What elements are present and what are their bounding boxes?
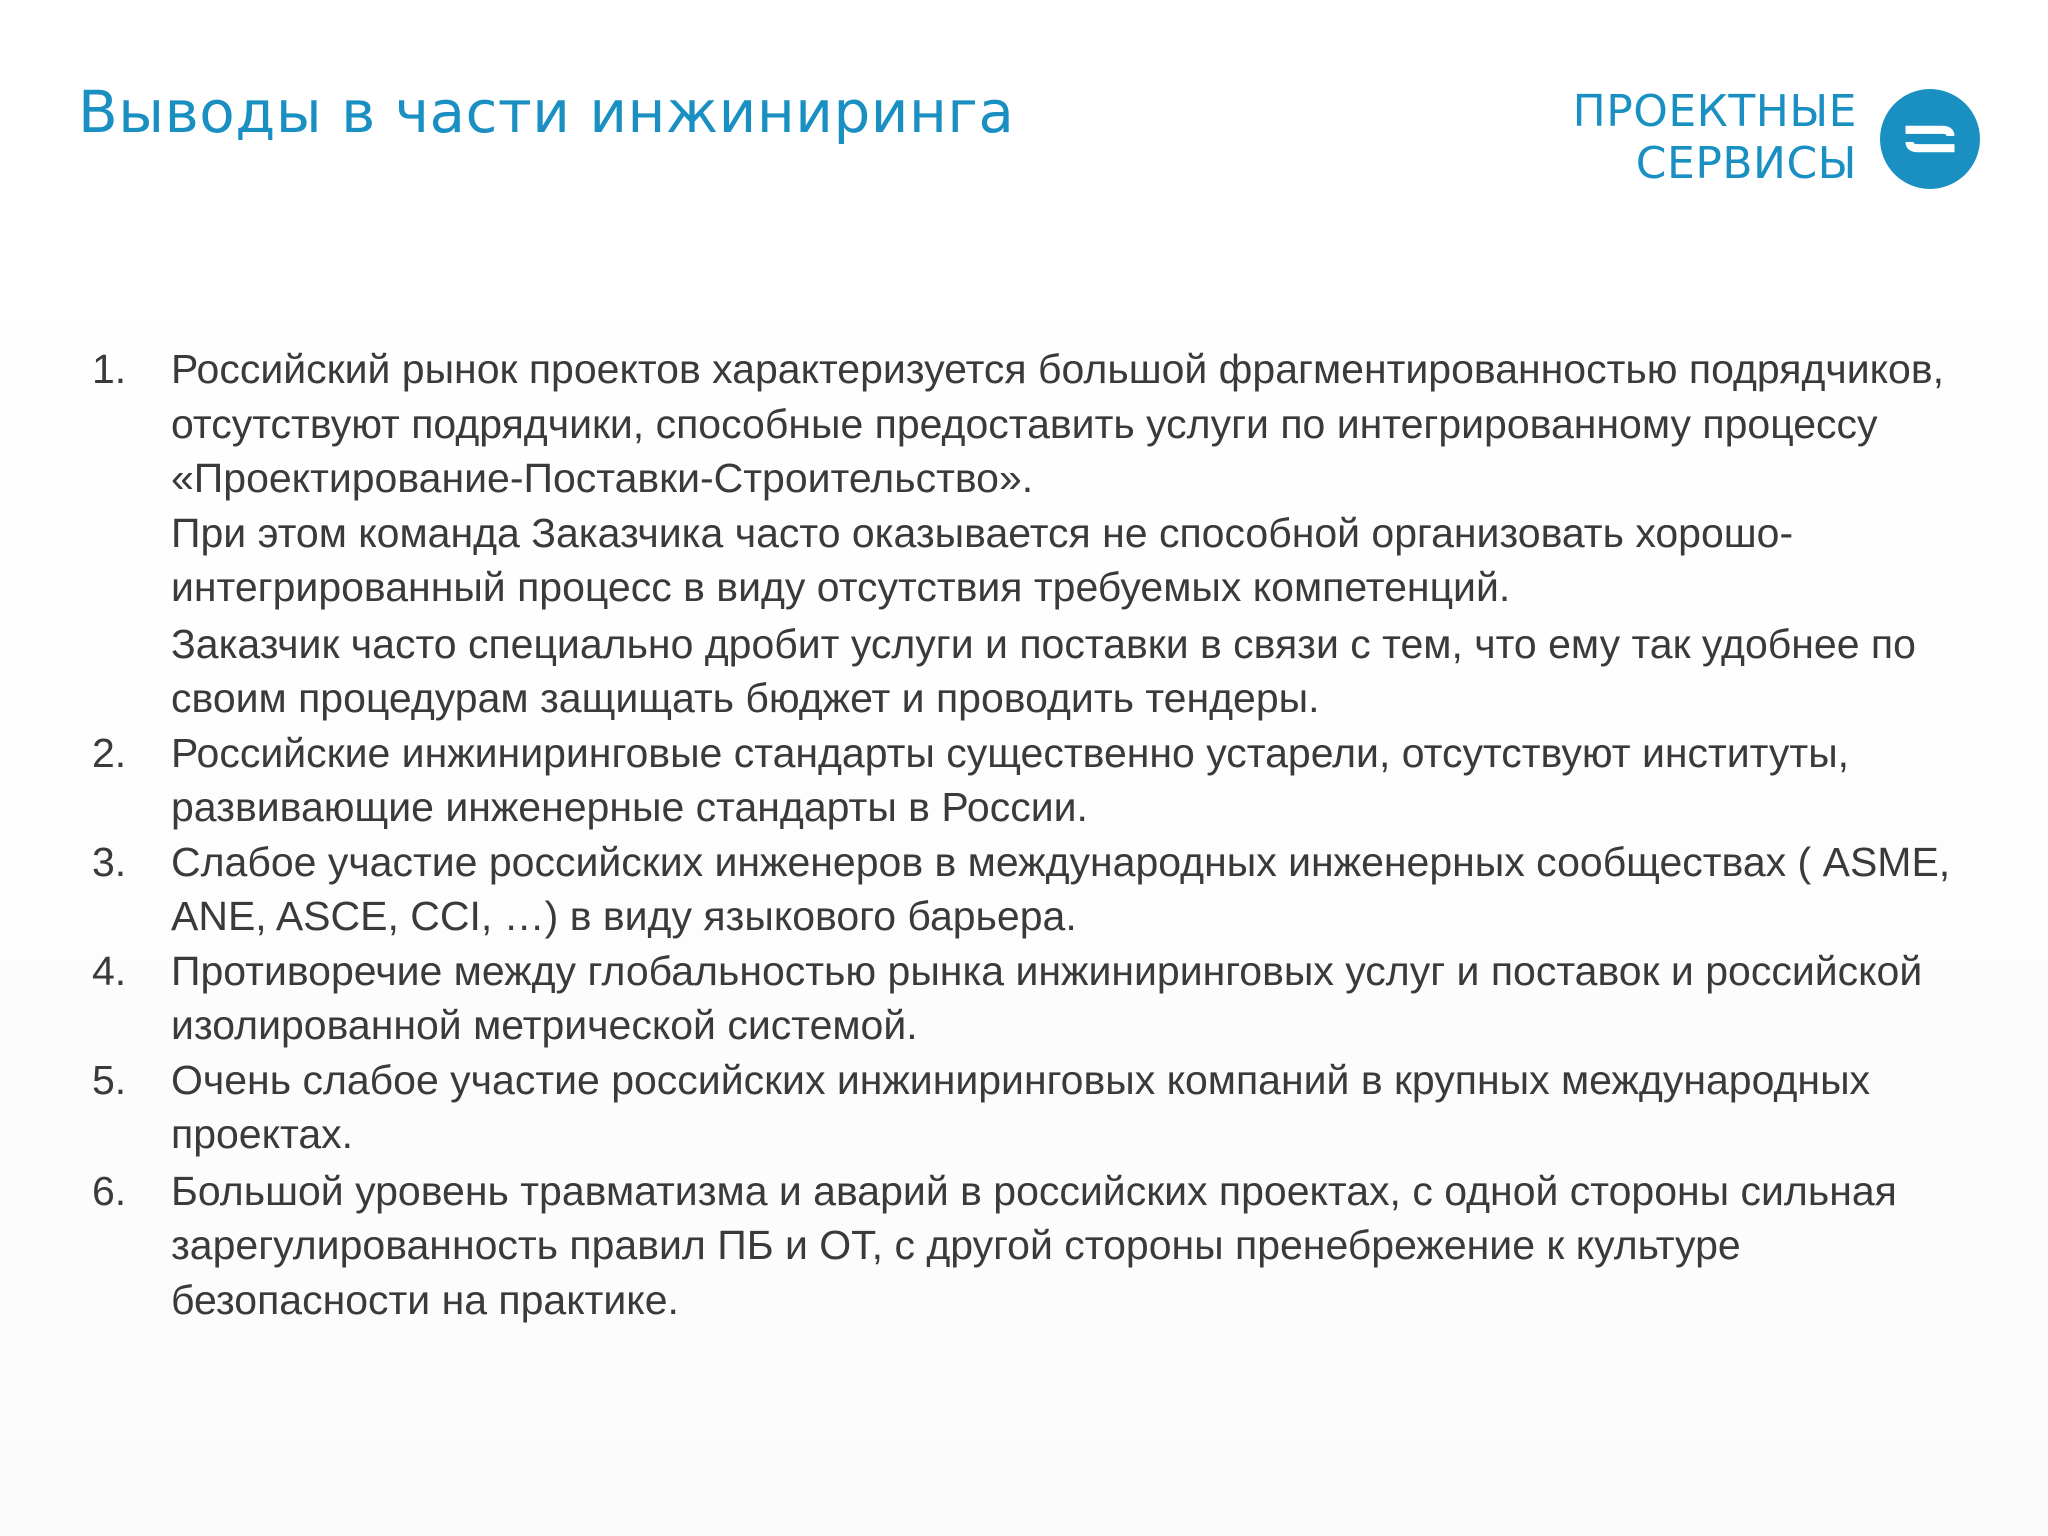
item-paragraph: Российский рынок проектов характеризуется большой фрагментированностью подрядчиков, отсутствуют подрядчики, способные предоставить услуги по интегрированному процессу «Проектирование-Поставки-Строительство». bbox=[171, 346, 1945, 501]
item-paragraph: Очень слабое участие российских инжиниринговых компаний в крупных международных проектах. bbox=[171, 1056, 1871, 1157]
item-number: 1. bbox=[92, 346, 127, 392]
list-item-2 bbox=[88, 726, 1988, 835]
item-number: 4. bbox=[92, 947, 127, 994]
slide-title: Выводы в части инжиниринга bbox=[78, 78, 1015, 146]
company-logo bbox=[1572, 84, 1985, 194]
item-number: 3. bbox=[92, 838, 127, 885]
list-item-1 bbox=[88, 342, 1988, 726]
list-item-6 bbox=[88, 1164, 1988, 1328]
conclusions-list bbox=[88, 342, 1988, 1327]
list-item-3 bbox=[88, 835, 1988, 944]
item-paragraph: Заказчик часто специально дробит услуги и поставки в связи с тем, что ему так удобнее по своим процедурам защищать бюджет и проводить тендеры. bbox=[171, 620, 1916, 721]
logo-line-1: ПРОЕКТНЫЕ bbox=[1572, 86, 1857, 137]
item-paragraph: Противоречие между глобальностью рынка инжиниринговых услуг и поставок и российской изолированной метрической системой. bbox=[171, 947, 1923, 1048]
item-number: 5. bbox=[92, 1056, 127, 1103]
item-paragraph: Слабое участие российских инженеров в международных инженерных сообществах ( ASME, ANE, ASCE, CCI, …) в виду языкового барьера. bbox=[171, 838, 1951, 939]
list-item-5 bbox=[88, 1053, 1988, 1162]
item-paragraph: При этом команда Заказчика часто оказывается не способной организовать хорошо-интегрированный процесс в виду отсутствия требуемых компетенций. bbox=[171, 509, 1794, 610]
item-number: 6. bbox=[92, 1167, 127, 1214]
logo-text bbox=[1573, 86, 1857, 190]
company-logo-mark-icon bbox=[1879, 88, 1981, 190]
item-paragraph: Российские инжиниринговые стандарты существенно устарели, отсутствуют институты, развивающие инженерные стандарты в России. bbox=[171, 729, 1850, 830]
item-number: 2. bbox=[92, 729, 127, 776]
list-item-4 bbox=[88, 944, 1988, 1053]
logo-line-2: СЕРВИСЫ bbox=[1635, 138, 1857, 189]
item-paragraph: Большой уровень травматизма и аварий в российских проектах, с одной стороны сильная зарегулированность правил ПБ и ОТ, с другой стороны пренебрежение к культуре безопасности на практике. bbox=[171, 1167, 1897, 1323]
